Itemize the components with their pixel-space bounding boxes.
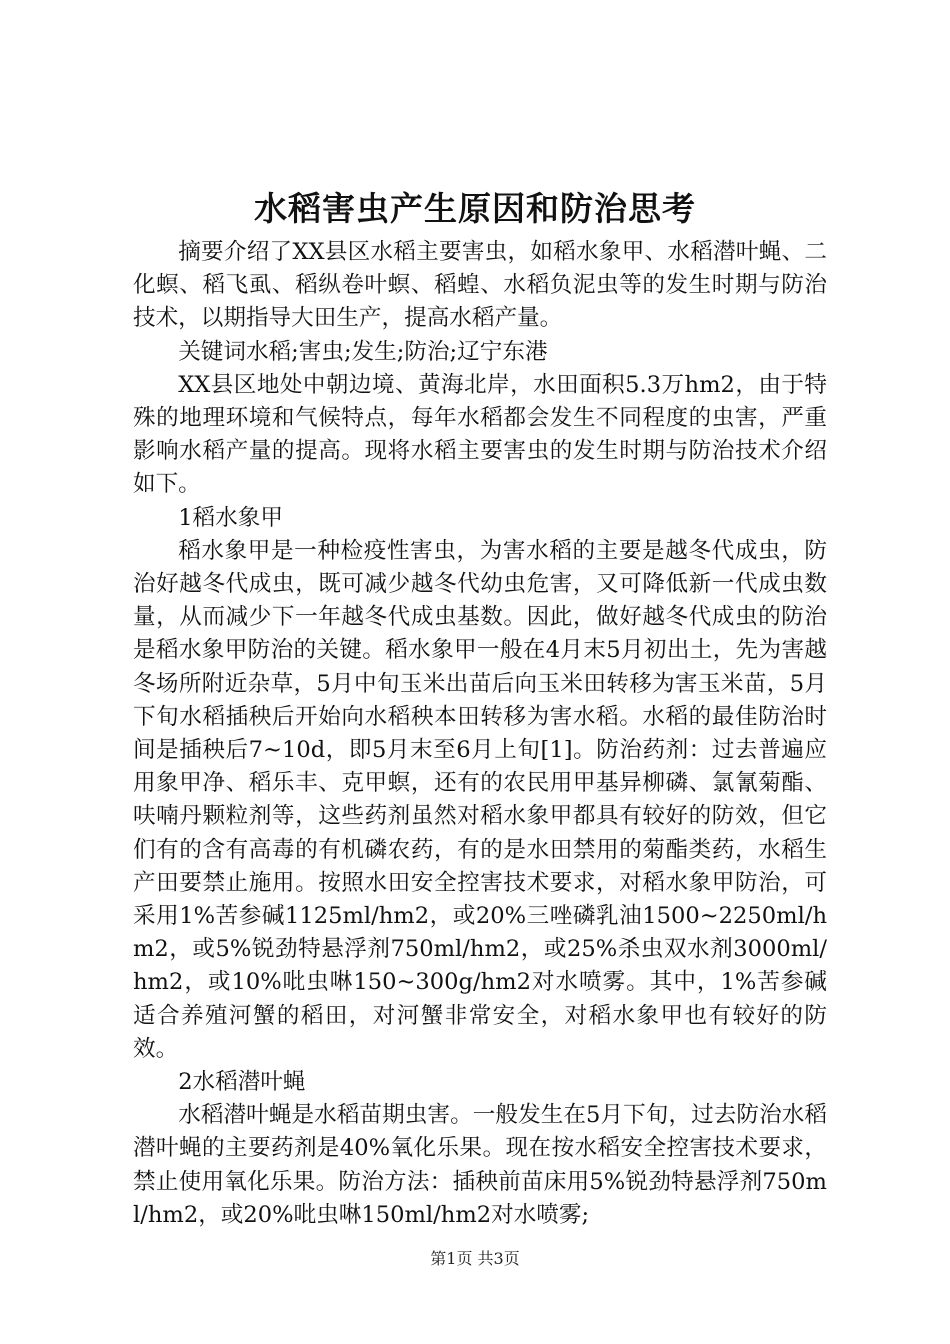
document-title: 水稻害虫产生原因和防治思考	[254, 189, 696, 228]
section-heading-2: 2水稻潜叶蝇	[178, 1069, 306, 1096]
intro-paragraph: XX县区地处中朝边境、黄海北岸，水田面积5.3万hm2，由于特殊的地理环境和气候特点，每年水稻都会发生不同程度的虫害，严重影响水稻产量的提高。现将水稻主要害虫的发生时期与防治技术介绍如下。	[133, 371, 827, 498]
section-2-paragraph: 水稻潜叶蝇是水稻苗期虫害。一般发生在5月下旬，过去防治水稻潜叶蝇的主要药剂是40%氧化乐果。现在按水稻安全控害技术要求，禁止使用氧化乐果。防治方法：插秧前苗床用5%锐劲特悬浮剂750ml/hm2，或20%吡虫啉150ml/hm2对水喷雾;	[133, 1102, 827, 1228]
section-1-paragraph: 稻水象甲是一种检疫性害虫，为害水稻的主要是越冬代成虫，防治好越冬代成虫，既可减少越冬代幼虫危害，又可降低新一代成虫数量，从而减少下一年越冬代成虫基数。因此，做好越冬代成虫的防治是稻水象甲防治的关键。稻水象甲一般在4月末5月初出土，先为害越冬场所附近杂草，5月中旬玉米出苗后向玉米田转移为害玉米苗，5月下旬水稻插秧后开始向水稻秧本田转移为害水稻。水稻的最佳防治时间是插秧后7~10d，即5月末至6月上旬[1]。防治药剂：过去普遍应用象甲净、稻乐丰、克甲螟，还有的农民用甲基异柳磷、氯氰菊酯、呋喃丹颗粒剂等，这些药剂虽然对稻水象甲都具有较好的防效，但它们有的含有高毒的有机磷农药，有的是水田禁用的菊酯类药，水稻生产田要禁止施用。按照水田安全控害技术要求，对稻水象甲防治，可采用1%苦参碱1125ml/hm2，或20%三唑磷乳油1500~2250ml/hm2，或5%锐劲特悬浮剂750ml/hm2，或25%杀虫双水剂3000ml/hm2，或10%吡虫啉150~300g/hm2对水喷雾。其中，1%苦参碱适合养殖河蟹的稻田，对河蟹非常安全，对稻水象甲也有较好的防效。	[133, 537, 827, 1062]
document-body	[133, 236, 827, 1232]
keywords-paragraph: 关键词水稻;害虫;发生;防治;辽宁东港	[178, 338, 548, 365]
section-heading-1: 1稻水象甲	[178, 504, 283, 531]
page-footer: 第1页 共3页	[430, 1249, 520, 1268]
abstract-paragraph: 摘要介绍了XX县区水稻主要害虫，如稻水象甲、水稻潜叶蝇、二化螟、稻飞虱、稻纵卷叶螟、稻蝗、水稻负泥虫等的发生时期与防治技术，以期指导大田生产，提高水稻产量。	[133, 239, 827, 332]
